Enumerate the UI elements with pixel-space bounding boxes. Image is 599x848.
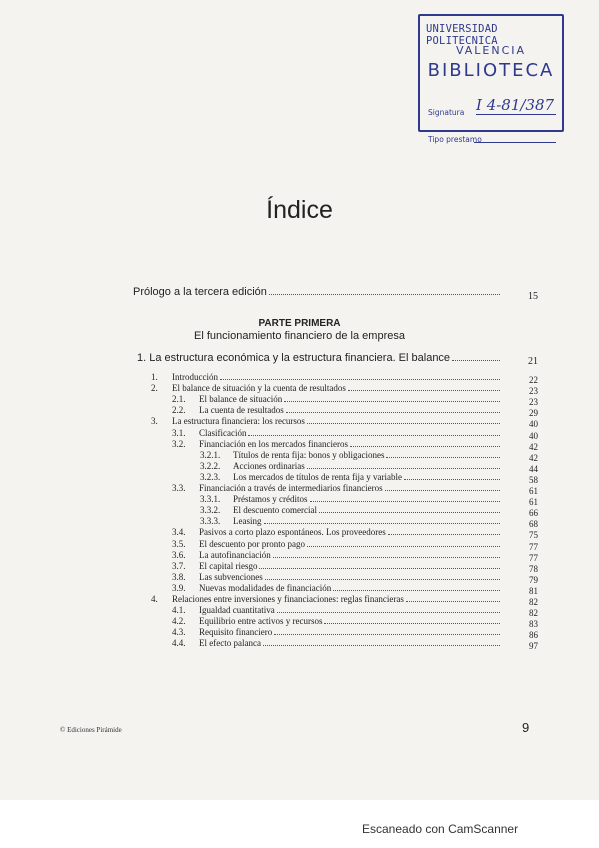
toc-entry-number: 1. (151, 372, 158, 382)
toc-entry (199, 539, 502, 550)
toc-entry-page: 86 (529, 630, 538, 641)
toc-entry-text: La estructura financiera: los recursos (172, 416, 305, 427)
toc-entry-number: 3.5. (172, 538, 186, 549)
toc-entry-text: La cuenta de resultados (199, 405, 284, 416)
leader-dots (333, 590, 500, 591)
toc-prologo-label: Prólogo a la tercera edición (133, 286, 267, 298)
toc-entry (172, 372, 502, 383)
toc-entry-text: Las subvenciones (199, 571, 263, 582)
toc-entry-number: 4. (151, 594, 158, 604)
leader-dots (273, 557, 500, 558)
toc-entry-number: 4.1. (172, 605, 186, 616)
toc-entry (199, 428, 502, 439)
toc-entry-number: 3.9. (172, 582, 186, 593)
toc-entry-page: 23 (529, 397, 538, 408)
toc-entry (233, 494, 502, 505)
toc-entry-page: 81 (529, 585, 538, 596)
leader-dots (310, 501, 501, 502)
toc-entry-page: 75 (529, 530, 538, 541)
toc-entry-number: 3.4. (172, 527, 186, 538)
toc-entry-page: 44 (529, 463, 538, 474)
toc-entry-text: Financiación a través de intermediarios financieros (199, 483, 383, 493)
toc-entry (172, 383, 502, 394)
toc-entry-number: 4.4. (172, 638, 186, 649)
toc-entry-number: 3.7. (172, 560, 186, 571)
toc-entry (172, 594, 502, 605)
leader-dots (404, 479, 500, 480)
toc-entry-page: 61 (529, 486, 538, 496)
toc-entry-number: 3.3.2. (200, 505, 221, 516)
toc-entry-text: Igualdad cuantitativa (199, 605, 275, 616)
leader-dots (264, 523, 501, 524)
toc-entry-page: 68 (529, 519, 538, 530)
toc-entry-number: 2. (151, 383, 158, 394)
stamp-signatura-label: Signatura (428, 108, 465, 117)
toc-entry-number: 3.3.1. (200, 494, 221, 505)
toc-entry (233, 505, 502, 516)
toc-entry-number: 3.8. (172, 571, 186, 582)
page-number: 9 (522, 720, 530, 735)
toc-entry (199, 405, 502, 416)
leader-dots (350, 446, 500, 447)
leader-dots (307, 546, 500, 547)
toc-entry (233, 461, 502, 472)
toc-entry-text: Préstamos y créditos (233, 494, 308, 505)
toc-entry-text: El descuento por pronto pago (199, 538, 305, 549)
toc-chapter-label: 1. La estructura económica y la estructura financiera. El balance (137, 352, 451, 364)
leader-dots (324, 623, 500, 624)
toc-entry-page: 82 (529, 597, 538, 607)
toc-prologo (133, 286, 502, 298)
stamp-library: BIBLIOTECA (427, 60, 555, 81)
toc-entry-text: Leasing (233, 516, 262, 527)
toc-entry (199, 527, 502, 538)
toc-entry-number: 3.2.3. (200, 471, 221, 482)
toc-entry-page: 61 (529, 497, 538, 508)
toc-entry (199, 550, 502, 561)
leader-dots (319, 512, 500, 513)
toc-entry-page: 79 (529, 574, 538, 585)
toc-entry-page: 40 (529, 430, 538, 441)
toc-entry-text: El efecto palanca (199, 638, 261, 649)
publisher-footer: © Ediciones Pirámide (60, 726, 122, 734)
leader-dots (220, 379, 500, 380)
leader-dots (277, 612, 500, 613)
toc-entry-page: 83 (529, 619, 538, 630)
toc-prologo-page: 15 (528, 291, 538, 302)
leader-dots (286, 412, 500, 413)
toc-entry-text: Acciones ordinarias (233, 460, 305, 471)
leader-dots (274, 634, 500, 635)
toc-entry-page: 77 (529, 552, 538, 563)
toc-entry-text: Los mercados de títulos de renta fija y variable (233, 471, 402, 482)
toc-entry-number: 3.3.3. (200, 516, 221, 527)
toc-entry (199, 439, 502, 450)
toc-entry-text: Financiación en los mercados financieros (199, 438, 348, 449)
toc-entry-number: 4.2. (172, 616, 186, 627)
toc-entry-page: 22 (529, 375, 538, 385)
toc-entry-page: 77 (529, 541, 538, 552)
toc-entry-text: Equilibrio entre activos y recursos (199, 616, 323, 627)
toc-entry (233, 516, 502, 527)
toc-entry-page: 82 (529, 608, 538, 619)
toc-chapter (137, 352, 502, 364)
toc-entry-text: Clasificación (199, 427, 247, 438)
toc-entry-text: Requisito financiero (199, 627, 273, 638)
leader-dots (263, 645, 500, 646)
toc-entry-page: 78 (529, 563, 538, 574)
leader-dots (452, 360, 500, 361)
toc-entry-page: 42 (529, 441, 538, 452)
toc-entry-number: 3.6. (172, 549, 186, 560)
toc-entry (199, 616, 502, 627)
leader-dots (265, 579, 500, 580)
leader-dots (386, 457, 500, 458)
toc-entry-text: El descuento comercial (233, 505, 317, 516)
leader-dots (388, 534, 500, 535)
toc-entry-text: Relaciones entre inversiones y financiaciones: reglas financieras (172, 594, 404, 604)
toc-entry-text: El capital riesgo (199, 560, 258, 571)
toc-chapter-page: 21 (528, 356, 538, 367)
toc-entry-page: 42 (529, 452, 538, 463)
part-heading: PARTE PRIMERA (258, 318, 341, 329)
library-stamp (418, 14, 564, 144)
toc-entry (199, 394, 502, 405)
toc-entry (199, 627, 502, 638)
toc-entry-text: El balance de situación (199, 394, 283, 405)
stamp-city: VALENCIA (455, 44, 527, 57)
page-title: Índice (266, 196, 333, 224)
toc-entry (199, 561, 502, 572)
toc-entry (199, 483, 502, 494)
toc-entry-number: 3.2.1. (200, 449, 221, 460)
toc-entry-text: Introducción (172, 372, 218, 382)
toc-entry (199, 605, 502, 616)
stamp-tipo-line (474, 142, 556, 143)
toc-entry-page: 58 (529, 474, 538, 485)
toc-entry (199, 583, 502, 594)
stamp-tipo-label: Tipo prestamo (428, 135, 482, 144)
stamp-signatura-value: I 4-81/387 (476, 96, 555, 114)
toc-entry-number: 2.1. (172, 394, 186, 405)
toc-entry-text: Nuevas modalidades de financiación (199, 582, 332, 593)
toc-entry-page: 97 (529, 641, 538, 652)
toc-entry-number: 4.3. (172, 627, 186, 638)
stamp-university: UNIVERSIDAD POLITECNICA (426, 23, 498, 47)
leader-dots (269, 294, 500, 295)
leader-dots (307, 468, 500, 469)
toc-entry-number: 3.2. (172, 438, 186, 449)
toc-entry-text: El balance de situación y la cuenta de resultados (172, 383, 346, 394)
toc-entry (199, 638, 502, 649)
leader-dots (307, 423, 500, 424)
toc-entry-number: 2.2. (172, 405, 186, 416)
leader-dots (348, 390, 500, 391)
toc-entry-number: 3. (151, 416, 158, 427)
toc-entry-text: La autofinanciación (199, 549, 271, 560)
toc-entry (199, 572, 502, 583)
leader-dots (406, 601, 500, 602)
toc-entry (233, 450, 502, 461)
toc-entry (233, 472, 502, 483)
scanner-watermark: Escaneado con CamScanner (362, 822, 519, 836)
toc-entry-number: 3.3. (172, 483, 186, 493)
toc-entry-page: 29 (529, 408, 538, 419)
toc-entry (172, 416, 502, 427)
toc-entry-text: Títulos de renta fija: bonos y obligaciones (233, 449, 385, 460)
leader-dots (284, 401, 500, 402)
leader-dots (248, 435, 500, 436)
toc-entry-page: 40 (529, 419, 538, 430)
toc-entry-text: Pasivos a corto plazo espontáneos. Los proveedores (199, 527, 386, 538)
part-subtitle: El funcionamiento financiero de la empresa (194, 330, 405, 342)
toc-entry-number: 3.1. (172, 427, 186, 438)
leader-dots (259, 568, 500, 569)
toc-entry-page: 66 (529, 508, 538, 519)
leader-dots (385, 490, 500, 491)
toc-entry-page: 23 (529, 386, 538, 397)
toc-entry-number: 3.2.2. (200, 460, 221, 471)
